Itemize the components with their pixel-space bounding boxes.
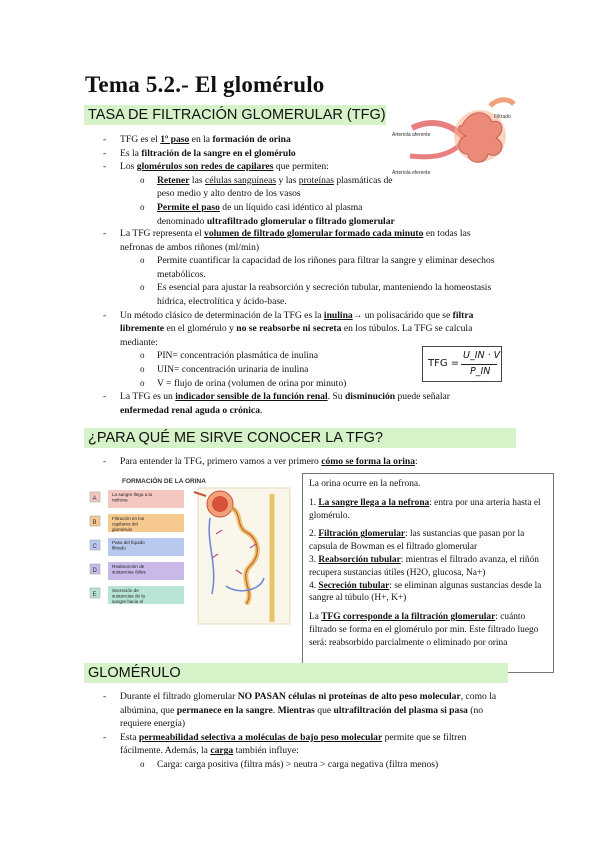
step-letter: C: [92, 544, 97, 550]
sub-list-item: o UIN= concentración urinaria de inulina: [100, 363, 407, 377]
list-item: - TFG es el 1º paso en la formación de orina: [100, 133, 396, 147]
step-text: sangre hacia el: [112, 599, 144, 604]
list-item: - La TFG representa el volumen de filtrado glomerular formado cada minuto en todas las nefronas de ambos riñones (ml/min): [100, 227, 495, 254]
list-item: - La TFG es un indicador sensible de la función renal. Su disminución puede señalar enfermedad renal aguda o crónica.: [100, 390, 495, 417]
urine-formation-diagram: [86, 474, 294, 628]
box-step-3: 3. Reabsorción tubular: mientras el filtrado avanza, el riñón recupera sustancias útiles (H2O, glucosa, Na+): [309, 554, 539, 578]
efferent-label: Arteriola eferente: [392, 170, 431, 176]
list-item: - Es la filtración de la sangre en el glomérulo: [100, 147, 396, 161]
step-text: sustancias de la: [112, 593, 145, 599]
step-text: nefrona: [112, 497, 128, 503]
section-heading-para-que: ¿PARA QUÉ ME SIRVE CONOCER LA TFG?: [84, 428, 516, 448]
step-text: Secreción de: [112, 588, 139, 593]
formula-denominator: P_IN: [470, 366, 491, 377]
box-summary: La TFG corresponde a la filtración glomerular: cuánto filtrado se forma en el glomérulo por min. Este filtrado luego será: reabsorbido parcialmente o eliminado por orina: [309, 612, 539, 648]
page-title: Tema 5.2.- El glomérulo: [85, 72, 325, 97]
box-intro: La orina ocurre en la nefrona.: [309, 479, 421, 489]
step-letter: D: [92, 568, 97, 574]
formula-numerator: U_IN · V: [463, 350, 501, 361]
para-que-list: [100, 455, 500, 469]
step-letter: B: [92, 520, 97, 526]
list-item: - Para entender la TFG, primero vamos a ver primero cómo se forma la orina:: [100, 455, 500, 469]
tfg-formula: [422, 346, 502, 382]
sub-list-item: o V = flujo de orina (volumen de orina por minuto): [100, 377, 495, 391]
box-step-1: 1. La sangre llega a la nefrona: entra por una arteria hasta el glomérulo.: [309, 497, 541, 521]
tfg-bullet-list-2: [100, 227, 495, 417]
formula-lhs: TFG =: [428, 358, 460, 369]
fraction-bar: [461, 364, 497, 365]
filtrate-label: Filtrado: [494, 114, 511, 120]
step-text: Paso del líquido: [112, 540, 145, 545]
step-text: glomérulo: [112, 527, 133, 532]
sub-list-item: o Carga: carga positiva (filtra más) > neutra > carga negativa (filtra menos): [100, 758, 510, 772]
list-item: - Durante el filtrado glomerular NO PASAN células ni proteínas de alto peso molecular, como la albúmina, que permanece en la sangre. Mientras que ultrafiltración del plasma si pasa (no requiere energía): [100, 690, 510, 731]
step-text: filtrado: [112, 545, 126, 551]
box-step-2: 2. Filtración glomerular: las sustancias que pasan por la capsula de Bowman es el filtrado glomerular: [309, 529, 525, 553]
sub-list-item: o PIN= concentración plasmática de inulina: [100, 349, 407, 363]
glomerulo-list: [100, 690, 510, 772]
diagram-steps: [90, 490, 184, 604]
section-heading-glomerulo: GLOMÉRULO: [84, 663, 508, 683]
step-letter: A: [92, 496, 97, 502]
step-text: capilares del: [112, 521, 138, 527]
sub-list-item: o Es esencial para ajustar la reabsorción y secreción tubular, manteniendo la homeostasis hídrica, electrolítica y ácido-base.: [100, 281, 495, 308]
step-text: sustancias útiles: [112, 569, 146, 575]
section-heading-tfg: TASA DE FILTRACIÓN GLOMERULAR (TFG): [84, 105, 386, 125]
list-item: - Los glomérulos son redes de capilares que permiten:: [100, 160, 396, 174]
afferent-label: Arteriola aferente: [392, 132, 431, 138]
diagram-title: FORMACIÓN DE LA ORINA: [122, 478, 206, 485]
sub-list-item: o Permite cuantificar la capacidad de los riñones para filtrar la sangre y eliminar desechos metabólicos.: [100, 254, 495, 281]
step-text: Reabsorción de: [112, 564, 145, 569]
urine-formation-info-box: [302, 473, 554, 673]
sub-list-item: o Retener las células sanguíneas y las proteínas plasmáticas de peso medio y alto dentro de los vasos: [100, 174, 396, 201]
sub-list-item: o Permite el paso de un líquido casi idéntico al plasma denominado ultrafiltrado glomerular o filtrado glomerular: [100, 201, 396, 228]
box-step-4: 4. Secreción tubular: se eliminan algunas sustancias desde la sangre al túbulo (H+, K+): [309, 580, 542, 604]
glomerulus-illustration: [392, 88, 518, 192]
list-item: - Esta permeabilidad selectiva a moléculas de bajo peso molecular permite que se filtren fácilmente. Además, la carga también influye:: [100, 731, 510, 758]
step-text: La sangre llega a la: [112, 492, 153, 497]
step-text: Filtración en los: [112, 516, 145, 521]
list-item: - Un método clásico de determinación de la TFG es la inulina→ un polisacárido que se filtra libremente en el glomérulo y no se reabsorbe ni secreta en los túbulos. La TFG se calcula mediante:: [100, 309, 495, 350]
tfg-bullet-list: [100, 133, 396, 228]
step-letter: E: [92, 592, 97, 598]
